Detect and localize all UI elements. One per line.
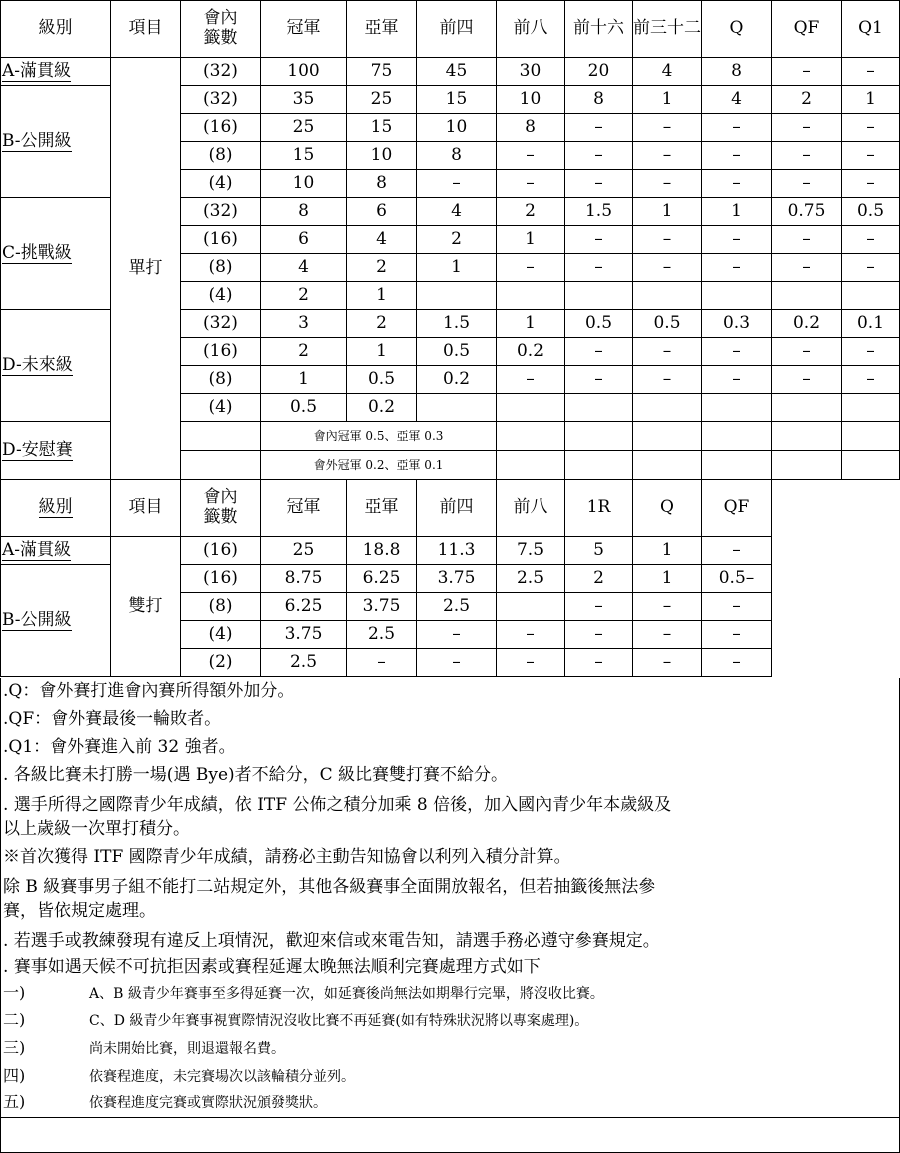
- value-cell: –: [702, 114, 772, 142]
- value-cell: [772, 422, 842, 451]
- value-cell: –: [565, 114, 633, 142]
- value-cell: –: [842, 366, 900, 394]
- value-cell: [702, 422, 772, 451]
- value-cell: 20: [565, 58, 633, 86]
- sub-item-number: 三): [3, 1038, 26, 1057]
- value-cell: 0.2: [772, 310, 842, 338]
- value-cell: –: [633, 226, 702, 254]
- value-cell: –: [702, 537, 772, 565]
- value-cell: 2: [565, 565, 633, 593]
- sub-item-text: A、B 級青少年賽事至多得延賽一次，如延賽後尚無法如期舉行完畢，將沒收比賽。: [89, 986, 604, 1002]
- singles-header-row: [1, 1, 900, 58]
- value-cell: –: [497, 366, 565, 394]
- value-cell: 1: [417, 254, 497, 282]
- value-cell: (32): [181, 58, 261, 86]
- value-cell: 0.5: [261, 394, 347, 422]
- level-label: B-公開級: [1, 565, 111, 677]
- value-cell: [565, 451, 633, 480]
- header-cell: 亞軍: [347, 1, 417, 58]
- value-cell: –: [417, 170, 497, 198]
- value-cell: 2: [497, 198, 565, 226]
- sub-item: [3, 1066, 355, 1087]
- blank-cell: [772, 480, 900, 677]
- value-cell: 1: [633, 86, 702, 114]
- consolation-text: 會外冠軍 0.2、亞軍 0.1: [261, 451, 497, 480]
- value-cell: 0.1: [842, 310, 900, 338]
- value-cell: [181, 422, 261, 451]
- sub-item-text: C、D 級青少年賽事視實際情況沒收比賽不再延賽(如有特殊狀況將以專案處理)。: [89, 1013, 589, 1029]
- value-cell: –: [772, 226, 842, 254]
- value-cell: [417, 282, 497, 310]
- value-cell: [772, 282, 842, 310]
- value-cell: 1: [702, 198, 772, 226]
- value-cell: 15: [261, 142, 347, 170]
- value-cell: –: [633, 621, 702, 649]
- header-cell: 級別: [1, 1, 111, 58]
- value-cell: [633, 394, 702, 422]
- value-cell: 7.5: [497, 537, 565, 565]
- sub-item: [3, 983, 604, 1004]
- value-cell: 0.5: [633, 310, 702, 338]
- value-cell: 4: [417, 198, 497, 226]
- note-line: . 若選手或教練發現有違反上項情況，歡迎來信或來電告知，請選手務必遵守參賽規定。: [3, 931, 660, 951]
- header-cell: QF: [772, 1, 842, 58]
- value-cell: –: [633, 338, 702, 366]
- header-cell: 會內 籤數: [181, 1, 261, 58]
- value-cell: [702, 394, 772, 422]
- value-cell: 3.75: [347, 593, 417, 621]
- value-cell: –: [842, 254, 900, 282]
- level-label: D-未來級: [1, 310, 111, 422]
- value-cell: 1.5: [417, 310, 497, 338]
- value-cell: –: [347, 649, 417, 677]
- value-cell: 11.3: [417, 537, 497, 565]
- note-line: ※首次獲得 ITF 國際青少年成績，請務必主動告知協會以利列入積分計算。: [3, 847, 571, 867]
- value-cell: –: [702, 170, 772, 198]
- header-cell: 冠軍: [261, 1, 347, 58]
- value-cell: (16): [181, 114, 261, 142]
- value-cell: 1: [842, 86, 900, 114]
- value-cell: (4): [181, 621, 261, 649]
- value-cell: 1: [347, 282, 417, 310]
- header-cell: 級別: [1, 480, 111, 537]
- note-line: . 各級比賽未打勝一場(遇 Bye)者不給分，C 級比賽雙打賽不給分。: [3, 765, 509, 785]
- value-cell: 0.5–: [702, 565, 772, 593]
- header-cell: 亞軍: [347, 480, 417, 537]
- value-cell: 8.75: [261, 565, 347, 593]
- sub-item-number: 四): [3, 1066, 26, 1085]
- value-cell: –: [702, 621, 772, 649]
- header-cell: 項目: [111, 480, 181, 537]
- sub-item-number: 五): [3, 1092, 26, 1111]
- header-cell: 前八: [497, 1, 565, 58]
- value-cell: –: [633, 114, 702, 142]
- value-cell: –: [417, 649, 497, 677]
- singles-table: [1, 1, 900, 480]
- value-cell: (16): [181, 226, 261, 254]
- value-cell: [497, 593, 565, 621]
- header-cell: Q1: [842, 1, 900, 58]
- level-label: A-滿貫級: [1, 58, 111, 86]
- note-line: .Q1：會外賽進入前 32 強者。: [3, 737, 236, 757]
- table-row: [1, 58, 900, 86]
- notes-section: [0, 678, 900, 1118]
- value-cell: 45: [417, 58, 497, 86]
- footer-row: [0, 1117, 900, 1153]
- value-cell: –: [633, 649, 702, 677]
- value-cell: 2: [261, 338, 347, 366]
- value-cell: 2.5: [261, 649, 347, 677]
- value-cell: 15: [417, 86, 497, 114]
- value-cell: 0.2: [347, 394, 417, 422]
- value-cell: 3.75: [417, 565, 497, 593]
- value-cell: –: [772, 254, 842, 282]
- header-cell: 項目: [111, 1, 181, 58]
- value-cell: –: [565, 142, 633, 170]
- value-cell: –: [565, 254, 633, 282]
- value-cell: –: [633, 142, 702, 170]
- value-cell: [842, 282, 900, 310]
- header-cell: 會內 籤數: [181, 480, 261, 537]
- value-cell: –: [633, 170, 702, 198]
- value-cell: 0.5: [347, 366, 417, 394]
- value-cell: 4: [702, 86, 772, 114]
- value-cell: –: [497, 170, 565, 198]
- value-cell: (8): [181, 254, 261, 282]
- value-cell: –: [565, 338, 633, 366]
- value-cell: 3: [261, 310, 347, 338]
- value-cell: 2: [417, 226, 497, 254]
- item-label: 單打: [111, 58, 181, 480]
- value-cell: (32): [181, 198, 261, 226]
- value-cell: 2.5: [497, 565, 565, 593]
- value-cell: –: [772, 338, 842, 366]
- value-cell: –: [842, 338, 900, 366]
- value-cell: 75: [347, 58, 417, 86]
- value-cell: [842, 422, 900, 451]
- value-cell: 8: [261, 198, 347, 226]
- value-cell: –: [842, 114, 900, 142]
- value-cell: 0.5: [565, 310, 633, 338]
- value-cell: 6.25: [261, 593, 347, 621]
- value-cell: 8: [702, 58, 772, 86]
- value-cell: [633, 451, 702, 480]
- value-cell: 0.2: [497, 338, 565, 366]
- value-cell: –: [702, 593, 772, 621]
- sub-item-text: 尚未開始比賽，則退還報名費。: [89, 1041, 285, 1057]
- value-cell: –: [772, 366, 842, 394]
- value-cell: 30: [497, 58, 565, 86]
- value-cell: –: [633, 254, 702, 282]
- value-cell: (4): [181, 282, 261, 310]
- value-cell: 1: [633, 537, 702, 565]
- value-cell: (32): [181, 310, 261, 338]
- value-cell: –: [702, 142, 772, 170]
- value-cell: 6.25: [347, 565, 417, 593]
- value-cell: [565, 282, 633, 310]
- sub-item: [3, 1092, 327, 1113]
- header-cell: 前十六: [565, 1, 633, 58]
- value-cell: –: [565, 649, 633, 677]
- value-cell: 0.75: [772, 198, 842, 226]
- value-cell: –: [772, 58, 842, 86]
- value-cell: 2.5: [417, 593, 497, 621]
- value-cell: 2: [261, 282, 347, 310]
- note-line: . 賽事如遇天候不可抗拒因素或賽程延遲太晚無法順利完賽處理方式如下: [3, 957, 541, 977]
- value-cell: 1: [347, 338, 417, 366]
- value-cell: (4): [181, 394, 261, 422]
- level-label: B-公開級: [1, 86, 111, 198]
- value-cell: [842, 451, 900, 480]
- value-cell: –: [842, 170, 900, 198]
- value-cell: –: [565, 593, 633, 621]
- value-cell: –: [565, 170, 633, 198]
- doubles-table: [1, 480, 900, 677]
- value-cell: 15: [347, 114, 417, 142]
- value-cell: –: [702, 649, 772, 677]
- header-cell: QF: [702, 480, 772, 537]
- value-cell: 1.5: [565, 198, 633, 226]
- value-cell: 25: [261, 537, 347, 565]
- item-label: 雙打: [111, 537, 181, 677]
- value-cell: [702, 282, 772, 310]
- value-cell: –: [772, 170, 842, 198]
- sub-item: [3, 1038, 285, 1059]
- sub-item-text: 依賽程進度完賽或實際狀況頒發獎狀。: [89, 1095, 327, 1111]
- value-cell: 0.3: [702, 310, 772, 338]
- value-cell: –: [565, 366, 633, 394]
- value-cell: 10: [417, 114, 497, 142]
- value-cell: 8: [497, 114, 565, 142]
- value-cell: –: [772, 114, 842, 142]
- value-cell: 2: [347, 254, 417, 282]
- note-line: 賽，皆依規定處理。: [3, 901, 156, 921]
- header-cell: 前四: [417, 1, 497, 58]
- value-cell: [497, 422, 565, 451]
- header-cell: 前四: [417, 480, 497, 537]
- value-cell: 100: [261, 58, 347, 86]
- value-cell: (16): [181, 338, 261, 366]
- header-cell: 冠軍: [261, 480, 347, 537]
- note-line: .Q：會外賽打進會內賽所得額外加分。: [3, 681, 295, 701]
- value-cell: 1: [497, 310, 565, 338]
- value-cell: 1: [633, 198, 702, 226]
- value-cell: –: [702, 366, 772, 394]
- value-cell: (8): [181, 366, 261, 394]
- header-cell: Q: [633, 480, 702, 537]
- value-cell: (32): [181, 86, 261, 114]
- value-cell: 8: [347, 170, 417, 198]
- value-cell: [633, 282, 702, 310]
- sub-item-number: 二): [3, 1010, 26, 1029]
- value-cell: 25: [261, 114, 347, 142]
- value-cell: 6: [347, 198, 417, 226]
- value-cell: 1: [497, 226, 565, 254]
- value-cell: (8): [181, 142, 261, 170]
- value-cell: 0.5: [417, 338, 497, 366]
- value-cell: 10: [497, 86, 565, 114]
- value-cell: 3.75: [261, 621, 347, 649]
- value-cell: 0.5: [842, 198, 900, 226]
- value-cell: –: [842, 58, 900, 86]
- value-cell: [565, 394, 633, 422]
- value-cell: 4: [347, 226, 417, 254]
- level-label: A-滿貫級: [1, 537, 111, 565]
- header-cell: 前三十二: [633, 1, 702, 58]
- value-cell: [497, 394, 565, 422]
- value-cell: [772, 451, 842, 480]
- value-cell: 8: [417, 142, 497, 170]
- value-cell: [497, 451, 565, 480]
- value-cell: –: [565, 621, 633, 649]
- value-cell: 1: [261, 366, 347, 394]
- value-cell: (4): [181, 170, 261, 198]
- value-cell: 1: [633, 565, 702, 593]
- value-cell: –: [772, 142, 842, 170]
- value-cell: 4: [633, 58, 702, 86]
- value-cell: –: [565, 226, 633, 254]
- sub-item: [3, 1010, 588, 1031]
- value-cell: [497, 282, 565, 310]
- value-cell: –: [702, 254, 772, 282]
- value-cell: (8): [181, 593, 261, 621]
- note-line: 以上歲級一次單打積分。: [3, 819, 190, 839]
- value-cell: [417, 394, 497, 422]
- value-cell: 10: [261, 170, 347, 198]
- value-cell: –: [497, 621, 565, 649]
- value-cell: 5: [565, 537, 633, 565]
- value-cell: [702, 451, 772, 480]
- level-label: C-挑戰級: [1, 198, 111, 310]
- consolation-text: 會內冠軍 0.5、亞軍 0.3: [261, 422, 497, 451]
- value-cell: [772, 394, 842, 422]
- value-cell: –: [497, 649, 565, 677]
- value-cell: –: [633, 593, 702, 621]
- value-cell: –: [633, 366, 702, 394]
- note-line: . 選手所得之國際青少年成績，依 ITF 公佈之積分加乘 8 倍後，加入國內青少年本歲級及: [3, 795, 672, 815]
- value-cell: [842, 394, 900, 422]
- value-cell: 2.5: [347, 621, 417, 649]
- doubles-header-row: [1, 480, 900, 537]
- note-line: 除 B 級賽事男子組不能打二站規定外，其他各級賽事全面開放報名，但若抽籤後無法參: [3, 877, 656, 897]
- value-cell: (16): [181, 565, 261, 593]
- value-cell: 0.2: [417, 366, 497, 394]
- sub-item-number: 一): [3, 983, 26, 1002]
- value-cell: (2): [181, 649, 261, 677]
- value-cell: 10: [347, 142, 417, 170]
- value-cell: 4: [261, 254, 347, 282]
- value-cell: –: [842, 226, 900, 254]
- value-cell: –: [417, 621, 497, 649]
- value-cell: –: [497, 142, 565, 170]
- header-cell: 前八: [497, 480, 565, 537]
- level-label: D-安慰賽: [1, 422, 111, 480]
- value-cell: [633, 422, 702, 451]
- value-cell: 2: [347, 310, 417, 338]
- sub-item-text: 依賽程進度，未完賽場次以該輪積分並列。: [89, 1069, 355, 1085]
- header-cell: Q: [702, 1, 772, 58]
- value-cell: 8: [565, 86, 633, 114]
- header-cell: 1R: [565, 480, 633, 537]
- value-cell: 2: [772, 86, 842, 114]
- value-cell: –: [702, 226, 772, 254]
- value-cell: (16): [181, 537, 261, 565]
- value-cell: 35: [261, 86, 347, 114]
- value-cell: 18.8: [347, 537, 417, 565]
- value-cell: –: [497, 254, 565, 282]
- note-line: .QF：會外賽最後一輪敗者。: [3, 709, 222, 729]
- value-cell: [565, 422, 633, 451]
- value-cell: 25: [347, 86, 417, 114]
- value-cell: –: [702, 338, 772, 366]
- table-row: [1, 537, 900, 565]
- value-cell: 6: [261, 226, 347, 254]
- value-cell: –: [842, 142, 900, 170]
- value-cell: [181, 451, 261, 480]
